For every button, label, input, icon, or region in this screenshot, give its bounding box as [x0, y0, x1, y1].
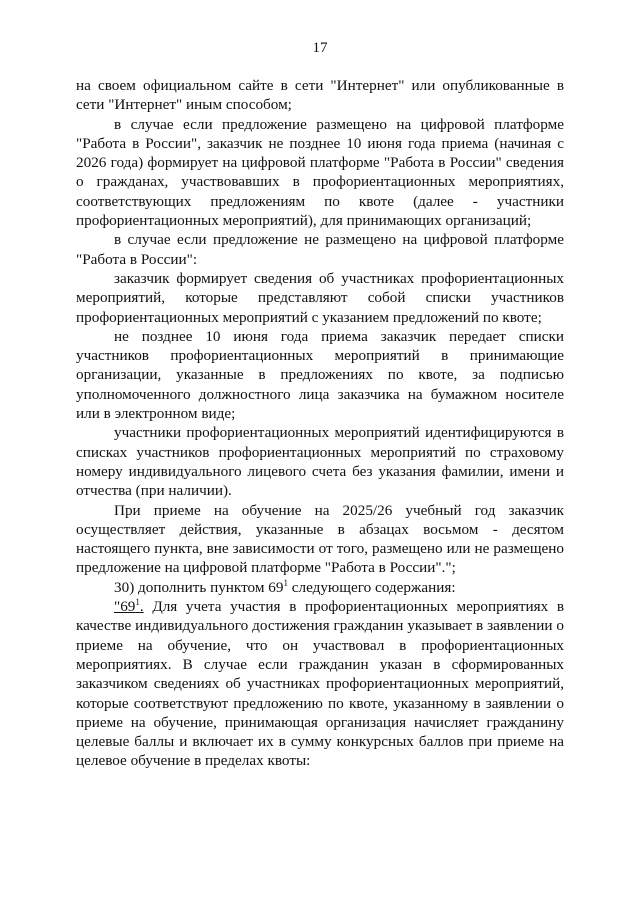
paragraph-9-open: "69: [114, 598, 136, 616]
page-number: 17: [312, 40, 328, 56]
paragraph-2: в случае если предложение размещено на цифровой платформе "Работа в России", заказчик не позднее 10 июня года приема (начиная с 2026 года) формирует на цифровой платформе "Работа в России" сведения о гражданах, участвовавших в профориентационных мероприятиях, соответствующих предложениям по квоте (далее - участники профориентационных мероприятий), для принимающих организаций;: [76, 115, 564, 230]
paragraph-4: заказчик формирует сведения об участниках профориентационных мероприятий, которые представляют собой списки участников профориентационных мероприятий с указанием предложений по квоте;: [76, 269, 564, 326]
paragraph-7: При приеме на обучение на 2025/26 учебный год заказчик осуществляет действия, указанные в абзацах восьмом - десятом настоящего пункта, вне зависимости от того, размещено или не размещено предложение на цифровой платформе "Работа в России".";: [76, 501, 564, 577]
paragraph-9: [76, 597, 564, 771]
paragraph-9-dot: .: [139, 598, 144, 616]
paragraph-3: в случае если предложение не размещено на цифровой платформе "Работа в России":: [76, 231, 564, 268]
paragraph-8: [76, 578, 564, 597]
paragraph-1: на своем официальном сайте в сети "Интернет" или опубликованные в сети "Интернет" иным способом;: [76, 77, 564, 114]
paragraph-5: не позднее 10 июня года приема заказчик передает списки участников профориентационных мероприятий в принимающие организации, указанные в предложениях по квоте, за подписью уполномоченного должностного лица заказчика на бумажном носителе или в электронном виде;: [76, 327, 564, 423]
paragraph-8-end: следующего содержания:: [287, 578, 456, 596]
paragraph-9-text: Для учета участия в профориентационных мероприятиях в качестве индивидуального достижения гражданин указывает в заявлении о приеме на обучение, что он участвовал в профориентационных мероприятиях. В случае если гражданин указан в сформированных заказчиком сведениях об участниках профориентационных мероприятий, которые соответствуют предложению по квоте, указанному в заявлении о приеме на обучение, принимающая организация начисляет гражданину целевые баллы и включает их в сумму конкурсных баллов при приеме на целевое обучение в пределах квоты:: [76, 598, 564, 770]
paragraph-6: участники профориентационных мероприятий идентифицируются в списках участников профориентационных мероприятий по страховому номеру индивидуального лицевого счета без указания фамилии, имени и отчества (при наличии).: [76, 424, 564, 500]
document-body: [76, 76, 564, 771]
paragraph-8-superscript: 1: [283, 577, 288, 588]
paragraph-9-number: [114, 598, 144, 615]
paragraph-8-start: 30) дополнить пунктом 69: [114, 578, 284, 596]
paragraph-9-superscript: 1: [135, 596, 140, 607]
